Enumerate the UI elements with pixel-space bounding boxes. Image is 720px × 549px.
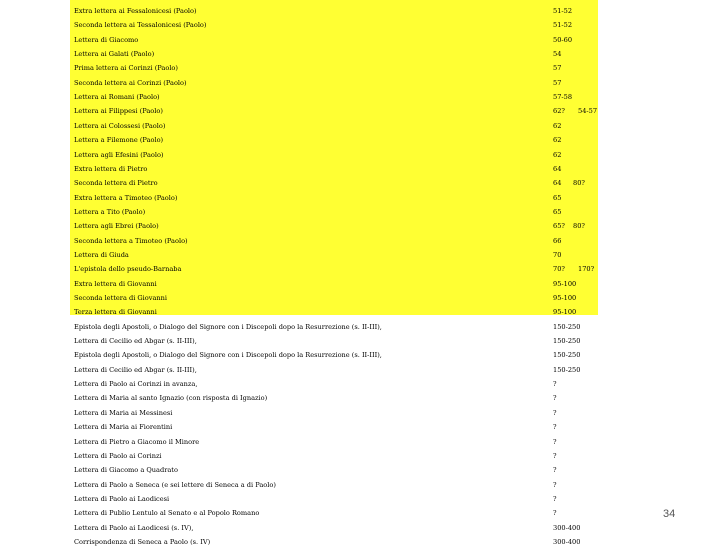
letter-date: ? <box>553 466 557 475</box>
letter-title: Extra lettera di Giovanni <box>74 279 157 288</box>
table-row <box>0 535 640 549</box>
letter-title: Lettera di Maria al santo Ignazio (con risposta di Ignazio) <box>74 394 268 403</box>
letter-title: Lettera di Cecilio ed Abgar (s. II-III), <box>74 365 197 374</box>
letter-date: 300-400 <box>553 537 581 546</box>
letter-date: ? <box>553 509 557 518</box>
table-row <box>0 391 640 405</box>
letter-date-alternative: 170? <box>578 265 595 274</box>
letter-date: 95-100 <box>553 294 577 302</box>
letter-date: ? <box>553 380 557 389</box>
table-row <box>0 162 640 176</box>
table-row <box>0 219 640 233</box>
letter-date: 51-52 <box>553 21 573 30</box>
letter-date: 70? <box>553 265 565 274</box>
letter-date: 150-250 <box>553 365 581 374</box>
letter-title: Lettera ai Colossesi (Paolo) <box>74 121 166 130</box>
table-row <box>0 377 640 391</box>
letter-title: Lettera a Filemone (Paolo) <box>74 136 164 145</box>
letter-title: Epistola degli Apostoli, o Dialogo del Signore con i Discepoli dopo la Resurrezione (s. II-III), <box>74 351 382 360</box>
letter-title: Lettera di Pietro a Giacomo il Minore <box>74 437 200 446</box>
table-row <box>0 205 640 219</box>
table-row <box>0 478 640 492</box>
letter-date: ? <box>553 408 557 417</box>
letter-date: 62? <box>553 107 565 116</box>
letter-title: Lettera ai Galati (Paolo) <box>74 50 155 59</box>
letter-date: 300-400 <box>553 523 581 532</box>
letter-title: Terza lettera di Giovanni <box>74 308 157 317</box>
letter-title: Seconda lettera di Pietro <box>74 179 158 188</box>
letter-title: Lettera ai Romani (Paolo) <box>74 93 160 102</box>
table-row <box>0 506 640 520</box>
letter-title: Seconda lettera ai Corinzi (Paolo) <box>74 78 187 87</box>
table-row <box>0 18 640 32</box>
letter-date: 51-52 <box>553 7 573 15</box>
letter-date: 95-100 <box>553 279 577 288</box>
page-number: 34 <box>663 508 676 520</box>
letter-title: Lettera ai Filippesi (Paolo) <box>74 107 163 116</box>
letter-date: 65 <box>553 207 562 216</box>
letter-title: Lettera a Tito (Paolo) <box>74 207 146 216</box>
letter-title: Lettera di Cecilio ed Abgar (s. II-III), <box>74 337 197 346</box>
letter-date: 62 <box>553 150 562 159</box>
table-row <box>0 334 640 348</box>
letter-date: 66 <box>553 236 562 245</box>
letter-date: 150-250 <box>553 351 581 360</box>
letter-title: Epistola degli Apostoli, o Dialogo del Signore con i Discepoli dopo la Resurrezione (s. II-III), <box>74 322 382 331</box>
table-row <box>0 133 640 147</box>
letter-title: Lettera di Giacomo a Quadrato <box>74 466 178 475</box>
table-row <box>0 348 640 362</box>
table-row <box>0 61 640 75</box>
letter-date: 57-58 <box>553 93 573 102</box>
table-row <box>0 291 640 305</box>
table-row <box>0 90 640 104</box>
table-row <box>0 262 640 276</box>
letter-title: Extra lettera di Pietro <box>74 164 148 173</box>
letter-date: 50-60 <box>553 35 573 44</box>
table-row <box>0 104 640 118</box>
letter-title: Lettera di Paolo ai Laodicesi <box>74 494 170 503</box>
letter-title: Lettera di Paolo a Seneca (e sei lettere di Seneca a di Paolo) <box>74 480 276 489</box>
table-row <box>0 363 640 377</box>
letter-date: 54 <box>553 50 562 59</box>
letter-date: 64 <box>553 164 562 173</box>
letter-title: Seconda lettera a Timoteo (Paolo) <box>74 236 188 245</box>
letter-title: Lettera di Maria ai Fiorentini <box>74 423 173 432</box>
table-row <box>0 521 640 535</box>
letter-date: ? <box>553 437 557 446</box>
letter-date-alternative: 80? <box>573 222 585 231</box>
letter-title: Lettera di Paolo ai Laodicesi (s. IV), <box>74 523 194 532</box>
table-row <box>0 320 640 334</box>
letter-date: 65 <box>553 193 562 202</box>
table-row <box>0 277 640 291</box>
letter-title: Lettera di Maria ai Messinesi <box>74 408 173 417</box>
letter-date: ? <box>553 423 557 432</box>
table-row <box>0 176 640 190</box>
letter-title: Lettera di Publio Lentulo al Senato e al Popolo Romano <box>74 509 260 518</box>
letter-title: Seconda lettera ai Tessalonicesi (Paolo) <box>74 21 207 30</box>
table-row <box>0 119 640 133</box>
letter-date: 64 <box>553 179 562 188</box>
letter-date-alternative: 54-57 <box>578 107 598 116</box>
table-row <box>0 406 640 420</box>
letter-title: Lettera agli Ebrei (Paolo) <box>74 222 159 231</box>
letter-date: ? <box>553 451 557 460</box>
letter-date: 70 <box>553 250 562 259</box>
table-row <box>0 76 640 90</box>
letter-date: ? <box>553 394 557 403</box>
table-row <box>0 4 640 18</box>
table-row <box>0 33 640 47</box>
letter-title: Extra lettera ai Fessalonicesi (Paolo) <box>74 7 197 15</box>
letter-date: ? <box>553 480 557 489</box>
table-row <box>0 463 640 477</box>
letter-title: Prima lettera ai Corinzi (Paolo) <box>74 64 178 73</box>
letter-date: ? <box>553 494 557 503</box>
table-row <box>0 148 640 162</box>
table-row <box>0 492 640 506</box>
letter-date: 150-250 <box>553 322 581 331</box>
table-row <box>0 234 640 248</box>
table-row <box>0 420 640 434</box>
table-row <box>0 435 640 449</box>
table-row <box>0 449 640 463</box>
letter-date: 62 <box>553 121 562 130</box>
letter-date: 62 <box>553 136 562 145</box>
letter-date: 57 <box>553 78 562 87</box>
letter-date: 65? <box>553 222 565 231</box>
table-row <box>0 191 640 205</box>
letter-title: Lettera agli Efesini (Paolo) <box>74 150 164 159</box>
letter-title: Seconda lettera di Giovanni <box>74 294 167 302</box>
letter-title: L'epistola dello pseudo-Barnaba <box>74 265 182 274</box>
letter-title: Lettera di Paolo ai Corinzi in avanza, <box>74 380 198 389</box>
letter-title: Lettera di Giacomo <box>74 35 139 44</box>
table-row <box>0 305 640 319</box>
letter-title: Extra lettera a Timoteo (Paolo) <box>74 193 178 202</box>
table-row <box>0 248 640 262</box>
letter-title: Lettera di Paolo ai Corinzi <box>74 451 162 460</box>
letter-date-alternative: 80? <box>573 179 585 188</box>
letter-date: 150-250 <box>553 337 581 346</box>
table-row <box>0 47 640 61</box>
letter-date: 57 <box>553 64 562 73</box>
letter-title: Corrispondenza di Seneca a Paolo (s. IV) <box>74 537 211 546</box>
letter-date: 95-100 <box>553 308 577 317</box>
letter-title: Lettera di Giuda <box>74 250 129 259</box>
